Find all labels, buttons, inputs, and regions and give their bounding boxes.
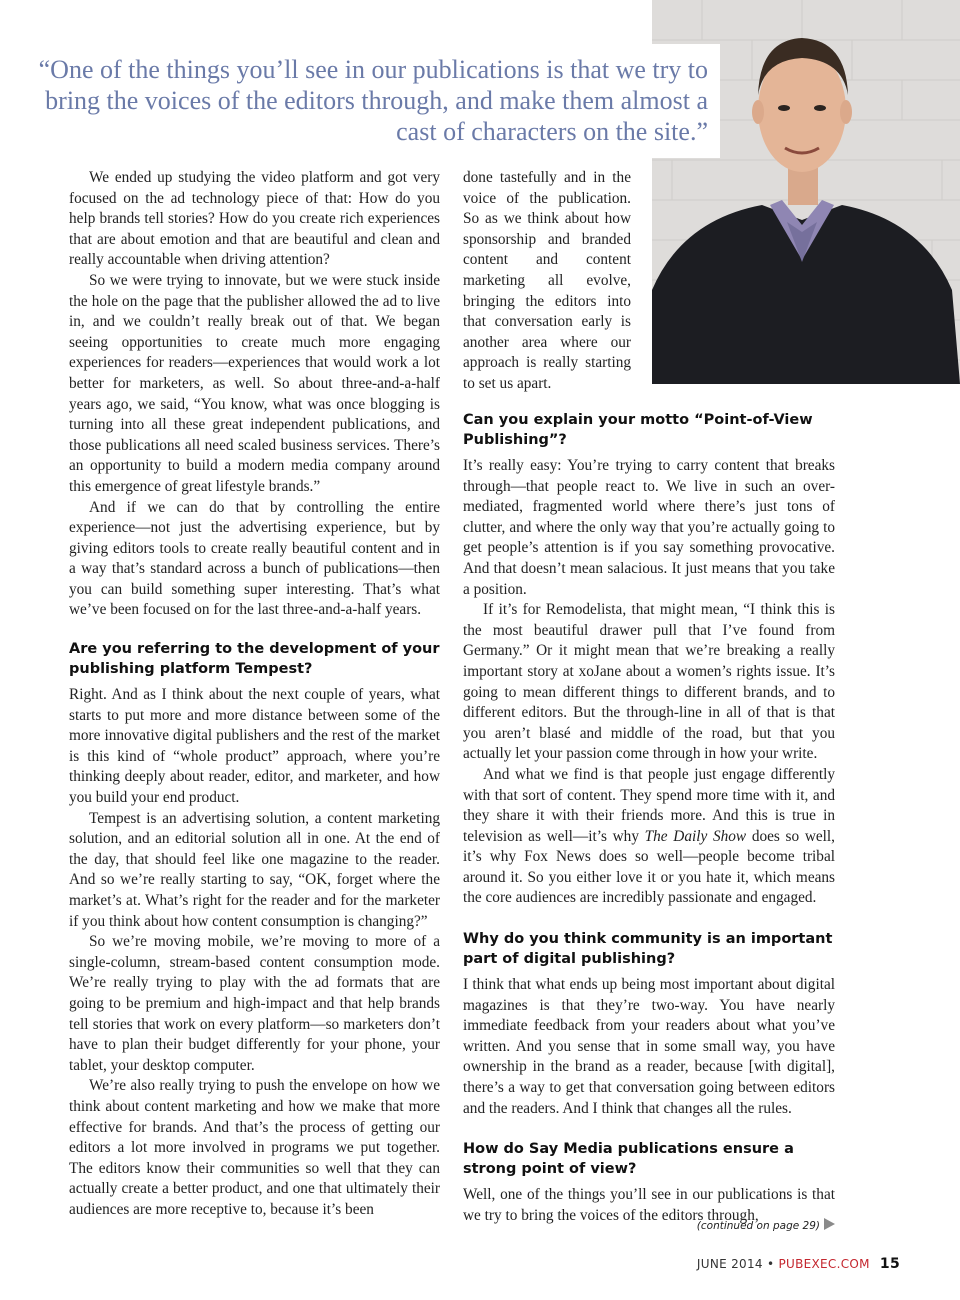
issue-date: JUNE 2014 bbox=[696, 1257, 763, 1271]
paragraph: Tempest is an advertising solution, a content marketing solution, and an editorial solution all in one. At the end of the day, that should feel like one magazine to the reader. And so we’re really starting to say, “OK, forget where the market’s at. What’s right for the reader and for the marketer if you think about how content consumption is changing?” bbox=[69, 809, 440, 930]
play-arrow-icon bbox=[824, 1218, 835, 1230]
paragraph: We’re also really trying to push the envelope on how we think about content marketing and how we make that more effective for brands. And that’s the process of getting our editors a lot more involved in programs we put together. The editors know their communities so well that they can actually create a better product, and one that ultimately their audiences are more receptive to, because it’s been bbox=[69, 1077, 440, 1218]
paragraph bbox=[463, 765, 835, 909]
show-title: The Daily Show bbox=[644, 827, 747, 845]
paragraph: Well, one of the things you’ll see in our publications is that we try to bring the voices of the editors through, bbox=[463, 1186, 835, 1224]
paragraph: Right. And as I think about the next couple of years, what starts to put more and more distance between some of the more innovative digital publishers and the rest of the market is this kind of “whole product” approach, where you’re thinking deeply about reader, editor, and marketer, and how you build your end product. bbox=[69, 686, 440, 807]
continued-note bbox=[560, 1218, 835, 1232]
paragraph: If it’s for Remodelista, that might mean, “I think this is the most beautiful drawer pull that I’ve found from Germany.” Or it might mean that we’re breaking a really important story at xoJane about a women’s rights issue. It’s going to mean different things to different brands, and to different editors. But the through-line in all of that is that you aren’t blasé and middle of the road, but that you actually let your passion come through in how your write. bbox=[463, 601, 835, 763]
interview-question: Why do you think community is an important part of digital publishing? bbox=[463, 931, 833, 968]
bullet: • bbox=[766, 1257, 775, 1271]
text-run: And what we find is that people just engage differently with that sort of content. They spend more time with it, and they share it with their friends more. And this is true in television as well—it’s why bbox=[463, 765, 835, 845]
paragraph: So we were trying to innovate, but we were stuck inside the hole on the page that the publisher allowed the ad to live in, and we couldn’t really break out of that. We began seeing opportunities to create much more engaging experiences for readers—experiences that would work a lot better for marketers, as well. So about three-and-a-half years ago, we said, “You know, what was once blogging is turning into all these great independent publications, and those publications all need scaled business services. There’s an opportunity to build a modern media company around this emergence of great lifestyle brands.” bbox=[69, 271, 440, 495]
paragraph: And if we can do that by controlling the entire experience—not just the advertising experience, but by giving editors tools to create really beautiful content and in a way that’s standard across a bunch of publications—then you can build something super interesting. That’s what we’ve been focused on for the last three-and-a-half years. bbox=[69, 498, 440, 619]
article-column-left bbox=[69, 168, 440, 1221]
article-column-right bbox=[463, 410, 835, 1226]
article-column-right-top bbox=[463, 168, 631, 395]
interview-question: How do Say Media publications ensure a strong point of view? bbox=[463, 1141, 794, 1178]
site-name: PUBEXEC.COM bbox=[778, 1257, 870, 1271]
page-footer bbox=[697, 1256, 900, 1272]
paragraph: done tastefully and in the voice of the publication. So as we think about how sponsorship and branded content and content marketing all evolve, bringing the editors into that conversation early is another area where our approach is really starting to set us apart. bbox=[463, 169, 631, 392]
pull-quote: “One of the things you’ll see in our publications is that we try to bring the voices of the editors through, and make them almost a cast of characters on the site.” bbox=[20, 44, 720, 158]
continued-text: (continued on page 29) bbox=[696, 1220, 820, 1232]
text-run: does so well, it’s why Fox News does so well—people become tribal around it. So you either love it or you hate it, which means the core audiences are incredibly passionate and engaged. bbox=[463, 827, 835, 907]
paragraph: We ended up studying the video platform and got very focused on the ad technology piece of that: How do you help brands tell stories? How do you create rich experiences that are about emotion and that are beautiful and clean and really accountable when driving attention? bbox=[69, 169, 440, 269]
paragraph: It’s really easy: You’re trying to carry content that breaks through—that people react to. We live in such an over-mediated, fragmented world where there’s just tons of clutter, and where the only way that you’re actually going to get people’s attention is if you say something provocative. And that doesn’t mean salacious. It just means that you take a position. bbox=[463, 457, 835, 598]
interview-question: Are you referring to the development of your publishing platform Tempest? bbox=[69, 641, 440, 678]
interview-question: Can you explain your motto “Point-of-View Publishing”? bbox=[463, 412, 813, 448]
page-number: 15 bbox=[879, 1256, 900, 1272]
paragraph: I think that what ends up being most important about digital magazines is that they’re two-way. You have nearly immediate feedback from your readers about what you’ve written. And you sense that in some small way, you have ownership in the brand as a reader, because [with digital], there’s a way to get that conversation going between editors and the readers. And I think that changes all the rules. bbox=[463, 976, 835, 1117]
paragraph: So we’re moving mobile, we’re moving to more of a single-column, stream-based content consumption mode. We’re really trying to play with the ad formats that are going to be premium and high-impact and that help brands tell stories that work on every platform—so marketers don’t have to plan their budget differently for your phone, your tablet, your desktop computer. bbox=[69, 933, 440, 1074]
